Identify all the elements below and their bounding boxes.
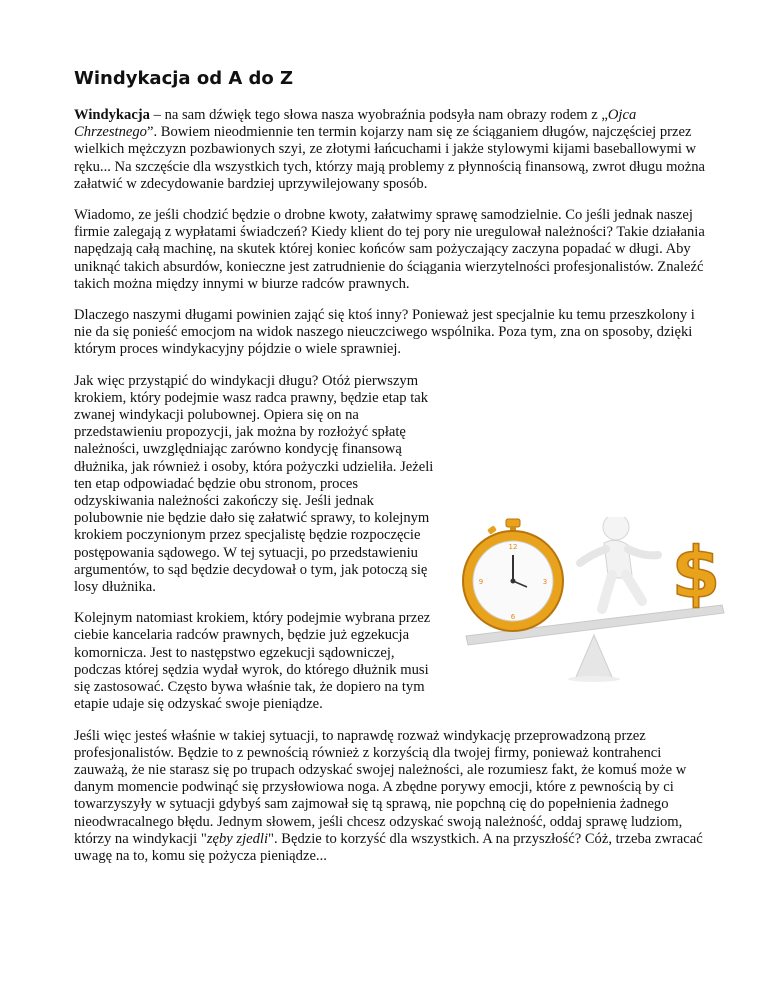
paragraph-4: Jak więc przystąpić do windykacji długu? Otóż pierwszym krokiem, który podejmie wasz radca prawny, będzie etap tak zwanej windykacji polubownej. Opiera się on na przedstawieniu propozycji, jak można by rozłożyć spłatę należności, uwzględniając zarówno kondycję finansową dłużnika, jak również i osoby, która pożyczki udzieliła. Jeżeli ten etap odpowiadać będzie obu stronom, proces odzyskiwania należności zakończy się. Jeśli jednak polubownie nie będzie dało się załatwić sprawy, to kolejnym krokiem poczynionym przez specjalistę będzie rozpoczęcie postępowania sądowego. W tej sytuacji, po przedstawieniu argumentów, to sąd będzie decydował o tym, jak potoczą się losy dłużnika. — [74, 372, 434, 596]
svg-text:3: 3 — [542, 577, 548, 586]
balance-stopwatch-dollar-icon — [444, 517, 742, 725]
person-figure-icon — [580, 517, 658, 609]
svg-text:$: $ — [671, 531, 721, 614]
fulcrum-shape — [576, 635, 612, 677]
balance-illustration — [444, 517, 742, 725]
lead-term: Windykacja — [74, 107, 150, 123]
fulcrum-shadow — [568, 676, 620, 682]
paragraph-1-text-b: ”. Bowiem nieodmiennie ten termin kojarzy nam się ze ściąganiem długów, najczęściej przez wielkich mężczyzn pozbawionych szyi, ze złotymi łańcuchami i jakże stylowymi kijami baseballowymi w ręku... Na szczęście dla wszystkich tych, którzy mają problemy z płynnością finansową, zwrot długu można załatwić w zdecydowanie bardziej uprzywilejowany sposób. — [74, 124, 705, 192]
idiom-italic: zęby zjedli — [206, 830, 269, 847]
stopwatch-icon — [463, 519, 563, 631]
svg-text:9: 9 — [478, 577, 484, 586]
paragraph-6-text-b: ". Będzie to korzyść dla wszystkich. A na przyszłość? Cóż, trzeba zwracać uwagę na to, komu się pożycza pieniądze... — [74, 830, 703, 864]
paragraph-5: Kolejnym natomiast krokiem, który podejmie wybrana przez ciebie kancelaria radców prawnych, będzie już egzekucja komornicza. Jest to następstwo egzekucji sądowniczej, podczas której sędzia wydał wyrok, do którego dłużnik musi się zastosować. Często bywa właśnie tak, że dopiero na tym etapie udaje się odzyskać swoje pieniądze. — [74, 610, 431, 713]
film-title: Ojca Chrzestnego — [74, 107, 637, 141]
article — [74, 68, 721, 879]
paragraph-2: Wiadomo, ze jeśli chodzić będzie o drobne kwoty, załatwimy sprawę samodzielnie. Co jeśli jednak naszej firmie zalegają z wypłatami świadczeń? Kiedy klient do tej pory nie uregulował należności? Takie działania napędzają całą machinę, na skutek której koniec końców sam pożyczający zaczyna popadać w długi. Aby uniknąć takich absurdów, konieczne jest zatrudnienie do ściągania wierzytelności profesjonalistów. Znaleźć takich można między innymi w biurze radców prawnych. — [74, 207, 705, 292]
paragraph-6 — [74, 728, 706, 866]
page-title: Windykacja od A do Z — [74, 68, 294, 89]
paragraph-1-text-a: – na sam dźwięk tego słowa nasza wyobraźnia podsyła nam obrazy rodem z „ — [149, 107, 608, 123]
svg-text:12: 12 — [508, 542, 518, 551]
paragraph-3: Dlaczego naszymi długami powinien zająć się ktoś inny? Ponieważ jest specjalnie ku temu przeszkolony i nie da się ponieść emocjom na widok naszego nieuczciwego wspólnika. Poza tym, zna on sposoby, dzięki którym proces windykacyjny pójdzie o wiele sprawniej. — [74, 307, 695, 358]
paragraph-6-text-a: Jeśli więc jesteś właśnie w takiej sytuacji, to naprawdę rozważ windykację przeprowadzoną przez profesjonalistów. Będzie to z pewnością również z korzyścią dla twojej firmy, ponieważ kontrahenci zauważą, że nie starasz się po trupach odzyskać swojej należności, ale rozumiesz fakt, że komuś może w danym momencie podwinąć się przysłowiowa noga. A zbędne porywy emocji, które z pewnością by ci towarzyszyły w sytuacji gdybyś sam zajmował się tą sprawą, nie popchną cię do popełnienia żadnego nieodwracalnego błędu. Jednym słowem, jeśli chcesz odzyskać swoją należność, oddaj sprawę ludziom, którzy na windykacji " — [74, 727, 687, 847]
dollar-sign-icon — [672, 532, 721, 614]
paragraph-1 — [74, 107, 706, 193]
svg-text:6: 6 — [510, 612, 516, 621]
